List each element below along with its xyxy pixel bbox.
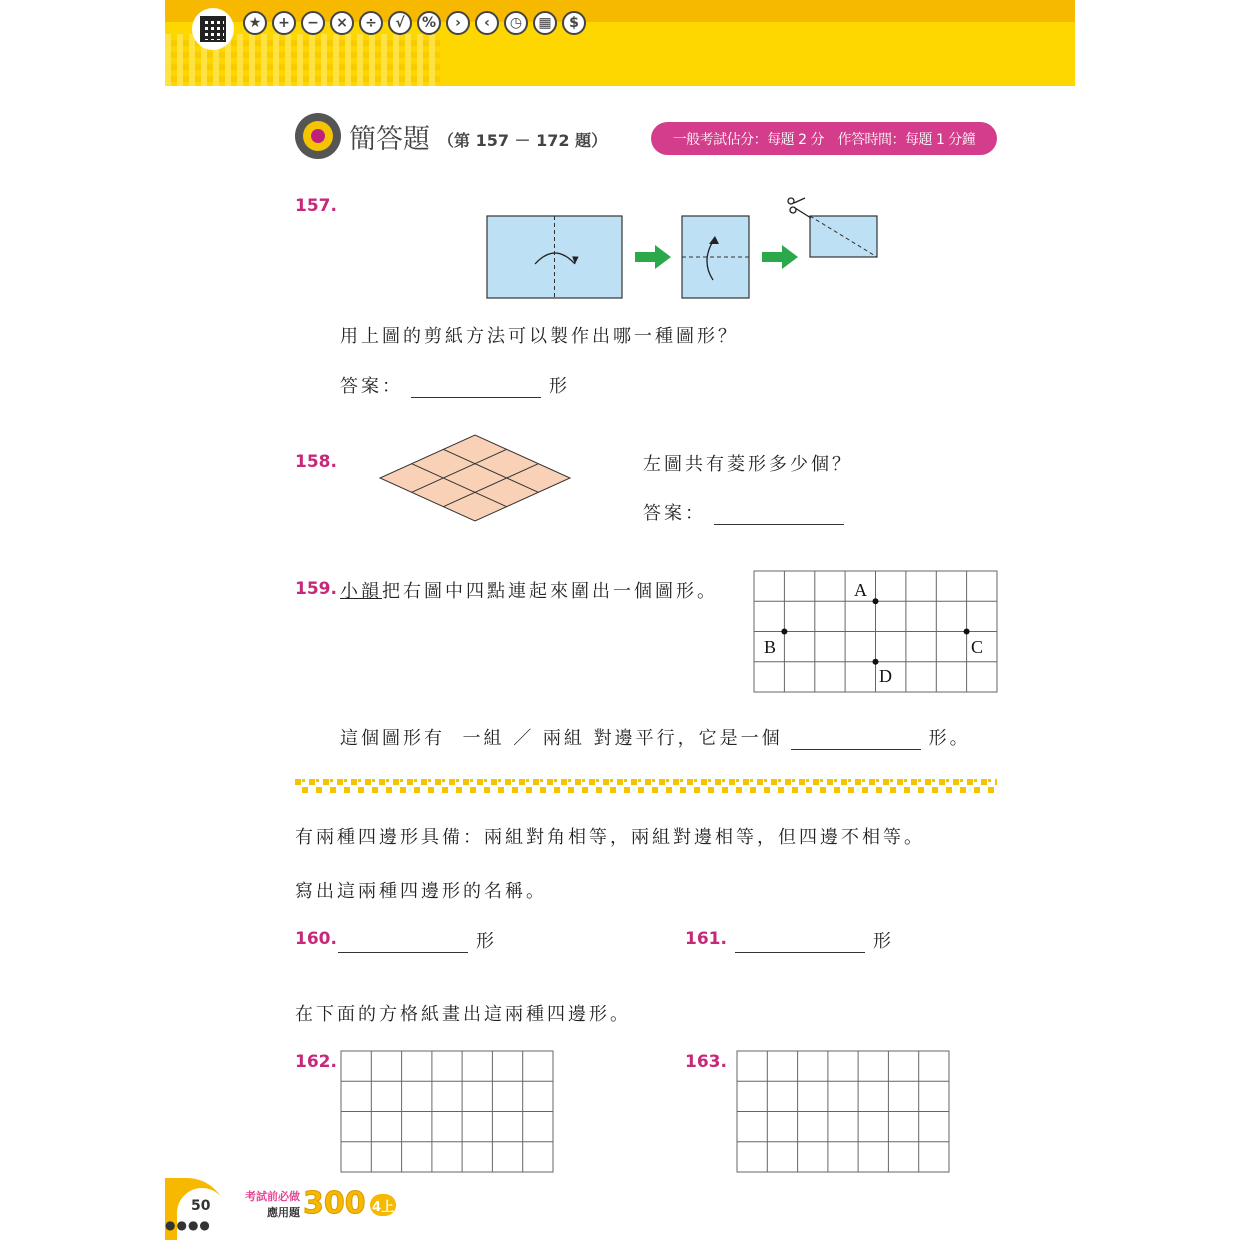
q161-answer-blank[interactable] bbox=[735, 934, 865, 953]
rhombus-outline bbox=[380, 435, 570, 521]
q157-unit: 形 bbox=[549, 376, 570, 397]
q159-statement-row bbox=[340, 724, 971, 750]
q158-answer-blank[interactable] bbox=[714, 506, 844, 525]
clock-icon: ◷ bbox=[504, 11, 528, 35]
scissors-icon bbox=[788, 198, 811, 218]
q159-grid-figure bbox=[753, 570, 999, 694]
q157-number: 157. bbox=[295, 196, 337, 216]
q162-drawing-grid[interactable] bbox=[340, 1050, 555, 1174]
math-icon-bar bbox=[243, 11, 586, 35]
q160-unit: 形 bbox=[476, 931, 497, 952]
brand-line-1: 考試前必做 bbox=[245, 1190, 300, 1203]
minus-icon: − bbox=[301, 11, 325, 35]
q159-unit: 形。 bbox=[928, 728, 971, 749]
q157-folding-figure bbox=[475, 190, 895, 305]
q159-question: 把右圖中四點連起來圍出一個圖形。 bbox=[382, 581, 718, 602]
brand-line-2: 應用題 bbox=[267, 1206, 300, 1219]
q159-statement-b: 對邊平行，它是一個 bbox=[593, 728, 783, 749]
paper-sheet-1 bbox=[487, 216, 622, 298]
dollar-icon: $ bbox=[562, 11, 586, 35]
point-c bbox=[964, 629, 970, 635]
q160-answer-row bbox=[330, 927, 497, 953]
q159-option-separator: ／ bbox=[513, 728, 535, 749]
dotted-divider bbox=[295, 777, 997, 795]
q158-rhombus-figure bbox=[375, 430, 575, 525]
q159-option-one[interactable]: 一組 bbox=[462, 728, 505, 749]
times-icon: × bbox=[330, 11, 354, 35]
sqrt-icon: √ bbox=[388, 11, 412, 35]
q160-answer-blank[interactable] bbox=[338, 934, 468, 953]
q158-question: 左圖共有菱形多少個？ bbox=[643, 454, 853, 475]
green-arrow-1 bbox=[635, 245, 671, 269]
page bbox=[165, 0, 1075, 1240]
intro-line-2: 寫出這兩種四邊形的名稱。 bbox=[295, 881, 547, 902]
q158-answer-label: 答案： bbox=[643, 503, 706, 524]
percent-icon: % bbox=[417, 11, 441, 35]
q157-answer-blank[interactable] bbox=[411, 379, 541, 398]
point-d bbox=[873, 659, 879, 665]
draw-instruction: 在下面的方格紙畫出這兩種四邊形。 bbox=[295, 1004, 631, 1025]
footer-dots-icon: ●●●● bbox=[165, 1218, 211, 1232]
less-than-icon: ‹ bbox=[475, 11, 499, 35]
label-b: B bbox=[764, 637, 777, 657]
q157-answer-row bbox=[340, 372, 570, 398]
q159-statement-a: 這個圖形有 bbox=[340, 728, 445, 749]
point-a bbox=[873, 598, 879, 604]
calculator-icon: ▦ bbox=[533, 11, 557, 35]
plus-icon: + bbox=[272, 11, 296, 35]
page-number: 50 bbox=[191, 1198, 211, 1214]
q161-number: 161. bbox=[685, 929, 727, 949]
label-a: A bbox=[854, 580, 867, 600]
section-title: 簡答題 bbox=[349, 123, 430, 155]
point-b bbox=[781, 629, 787, 635]
star-icon: ★ bbox=[243, 11, 267, 35]
q161-unit: 形 bbox=[873, 931, 894, 952]
section-range: （第 157 － 172 題） bbox=[438, 130, 608, 150]
q157-question: 用上圖的剪紙方法可以製作出哪一種圖形？ bbox=[340, 326, 739, 347]
q159-question-row bbox=[340, 577, 718, 603]
label-d: D bbox=[879, 666, 892, 686]
q159-student-name: 小韻 bbox=[340, 581, 382, 602]
q161-answer-row bbox=[727, 927, 894, 953]
q159-number: 159. bbox=[295, 579, 337, 599]
q163-drawing-grid[interactable] bbox=[736, 1050, 951, 1174]
q159-answer-blank[interactable] bbox=[791, 731, 921, 750]
greater-than-icon: › bbox=[446, 11, 470, 35]
footer-page-circle bbox=[177, 1188, 227, 1240]
q159-grid-lines bbox=[754, 571, 997, 692]
brand-level-badge: 4上 bbox=[370, 1194, 396, 1216]
brand-number: 300 bbox=[303, 1186, 366, 1221]
exam-info-pill: 一般考試佔分：每題 2 分 作答時間：每題 1 分鐘 bbox=[651, 122, 997, 155]
qr-code-icon[interactable] bbox=[192, 8, 234, 50]
divide-icon: ÷ bbox=[359, 11, 383, 35]
green-arrow-2 bbox=[762, 245, 798, 269]
q163-number: 163. bbox=[685, 1052, 727, 1072]
brand-logo bbox=[245, 1186, 395, 1221]
section-heading bbox=[295, 112, 607, 160]
q158-number: 158. bbox=[295, 452, 337, 472]
header-banner bbox=[165, 0, 1075, 86]
q159-option-two[interactable]: 兩組 bbox=[542, 728, 585, 749]
q157-answer-label: 答案： bbox=[340, 376, 403, 397]
q162-number: 162. bbox=[295, 1052, 337, 1072]
q158-answer-row bbox=[643, 499, 852, 525]
intro-line-1: 有兩種四邊形具備：兩組對角相等，兩組對邊相等，但四邊不相等。 bbox=[295, 827, 925, 848]
target-badge-icon bbox=[295, 113, 341, 159]
q160-number: 160. bbox=[295, 929, 337, 949]
label-c: C bbox=[971, 637, 984, 657]
